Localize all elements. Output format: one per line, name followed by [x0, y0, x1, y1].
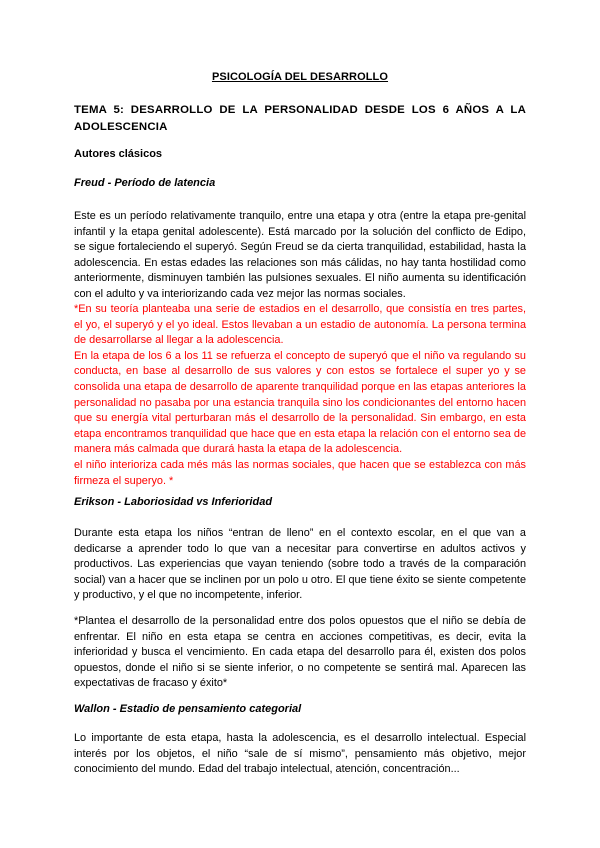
tema-heading: TEMA 5: DESARROLLO DE LA PERSONALIDAD DESDE LOS 6 AÑOS A LA ADOLESCENCIA	[74, 104, 526, 133]
author-heading-freud: Freud - Período de latencia	[74, 177, 216, 189]
freud-note-line: *En su teoría planteaba una serie de estadios en el desarrollo, que consistía en tres partes, el yo, el superyó y el yo ideal. Estos llevaban a un estadio de autonomía. La persona termina de desarrollarse al llegar a la adolescencia.	[74, 303, 526, 347]
freud-note-line: En la etapa de los 6 a los 11 se refuerza el concepto de superyó que el niño va regulando su conducta, en base al desarrollo de sus valores y con estos se fortalece el super yo y se consolida una etapa de desarrollo de aparente tranquilidad porque en las etapas anteriores la personalidad no pasaba por una estancia tranquila sino los condicionantes del entorno hacen que su energía vital perturbaran más el desarrollo de la personalidad. Sin embargo, en esta etapa encontramos tranquilidad que hace que en esta etapa la relación con el entorno sea de manera más calmada que durará hasta la etapa de la adolescencia.	[74, 349, 526, 456]
freud-paragraph: Este es un período relativamente tranquilo, entre una etapa y otra (entre la etapa pre-genital infantil y la etapa genital adolescente). Está marcado por la solución del conflicto de Edipo, se sigue fortaleciendo el superyó. Según Freud se da cierta tranquilidad, estabilidad, hasta la adolescencia. En estas edades las relaciones son más cálidas, no hay tanta hostilidad como anteriormente, disminuyen también las pulsiones sexuales. El niño aumenta su identificación con el adulto y va interiorizando cada vez mejor las normas sociales.	[74, 210, 526, 300]
section-heading: Autores clásicos	[74, 148, 163, 160]
erikson-paragraph: Durante esta etapa los niños “entran de lleno” en el contexto escolar, en el que van a dedicarse a aprender todo lo que van a necesitar para convertirse en adultos activos y productivos. Las experiencias que vayan teniendo (sobre todo a través de la comparación social) van a hacer que se inclinen por un polo u otro. El que tiene éxito se siente competente y productivo, y el que no incompetente, inferior.	[74, 527, 526, 602]
document-title: PSICOLOGÍA DEL DESARROLLO	[211, 71, 389, 83]
author-heading-wallon: Wallon - Estadio de pensamiento categorial	[74, 703, 302, 715]
freud-notes	[74, 302, 526, 489]
author-heading-erikson: Erikson - Laboriosidad vs Inferioridad	[74, 496, 273, 508]
erikson-note: *Plantea el desarrollo de la personalidad entre dos polos opuestos que el niño se debía de enfrentar. El niño en esta etapa se centra en acciones competitivas, es decir, evita la inferioridad y busca el vencimiento. En cada etapa del desarrollo para él, existen dos polos opuestos, donde el niño si se siente inferior, o no competente se sentirá mal. Aparecen las expectativas de fracaso y éxito*	[74, 615, 526, 690]
wallon-paragraph: Lo importante de esta etapa, hasta la adolescencia, es el desarrollo intelectual. Especial interés por los objetos, el niño “sale de sí mismo”, pensamiento más objetivo, mejor conocimiento del mundo. Edad del trabajo intelectual, atención, concentración...	[74, 732, 526, 776]
freud-note-line: el niño interioriza cada més más las normas sociales, que hacen que se establezca con más firmeza el superyo. *	[74, 458, 526, 487]
